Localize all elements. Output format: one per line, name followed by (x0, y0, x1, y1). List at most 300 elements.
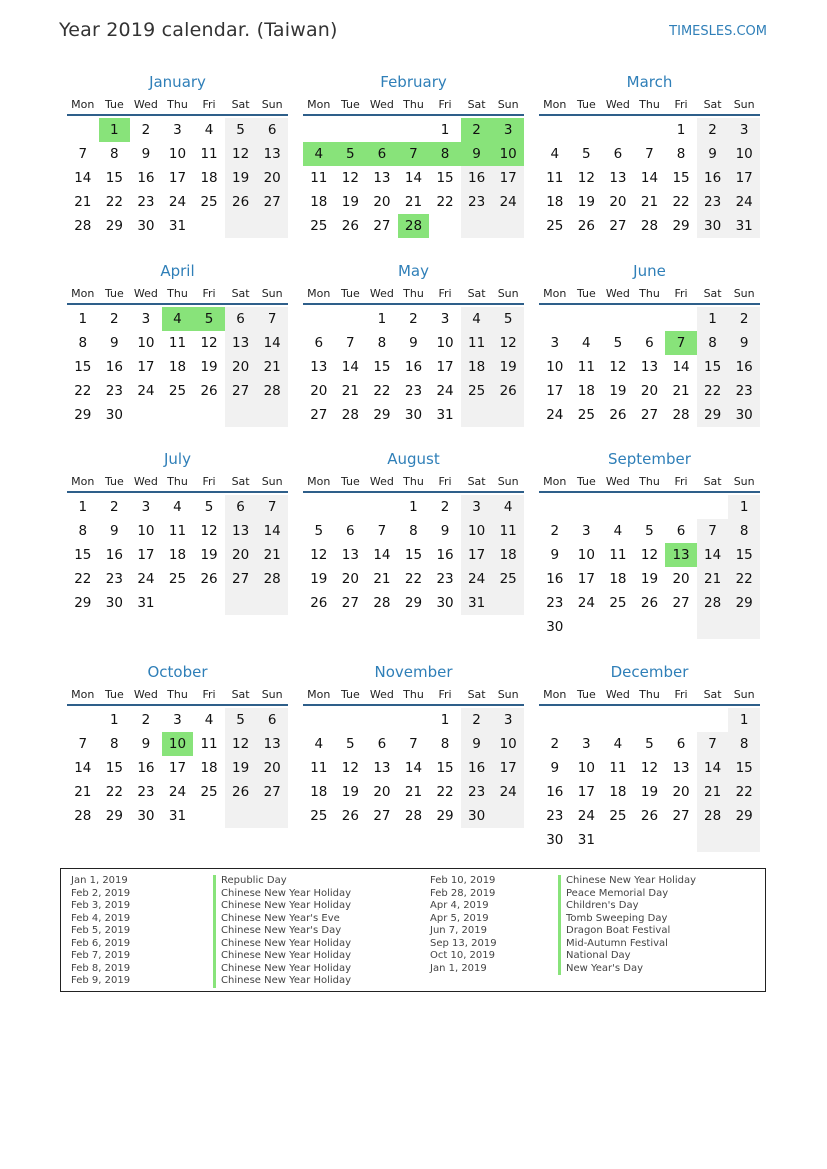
day-cell[interactable]: 19 (609, 383, 627, 399)
day-cell[interactable]: 9 (697, 142, 729, 166)
day-cell[interactable]: 7 (409, 736, 418, 752)
day-cell[interactable]: 17 (168, 170, 187, 186)
day-cell[interactable]: 24 (436, 383, 454, 399)
day-cell[interactable]: 8 (676, 146, 686, 162)
day-cell[interactable]: 4 (613, 736, 623, 752)
day-cell[interactable]: 7 (665, 331, 697, 355)
day-cell[interactable]: 29 (697, 403, 729, 427)
day-cell[interactable]: 24 (728, 190, 760, 214)
day-cell[interactable]: 20 (609, 194, 627, 210)
day-cell[interactable]: 29 (105, 808, 123, 824)
day-cell[interactable]: 15 (404, 547, 423, 563)
day-cell[interactable]: 10 (168, 146, 187, 162)
day-cell[interactable]: 25 (168, 383, 187, 399)
day-cell[interactable]: 3 (492, 118, 524, 142)
day-cell[interactable]: 12 (492, 331, 524, 355)
day-cell[interactable]: 17 (546, 383, 564, 399)
day-cell[interactable]: 30 (728, 403, 760, 427)
day-cell[interactable]: 30 (697, 214, 729, 238)
day-cell[interactable]: 4 (492, 495, 524, 519)
day-cell[interactable]: 19 (200, 359, 218, 375)
day-cell[interactable]: 12 (200, 523, 218, 539)
day-cell[interactable]: 19 (577, 194, 595, 210)
day-cell[interactable]: 13 (225, 519, 257, 543)
day-cell[interactable]: 28 (697, 591, 729, 615)
day-cell[interactable]: 10 (137, 335, 155, 351)
day-cell[interactable]: 12 (640, 547, 659, 563)
day-cell[interactable]: 4 (314, 736, 324, 752)
day-cell[interactable]: 8 (377, 335, 387, 351)
day-cell[interactable]: 15 (105, 170, 123, 186)
day-cell[interactable]: 16 (697, 166, 729, 190)
day-cell[interactable]: 18 (200, 760, 218, 776)
day-cell[interactable]: 6 (256, 708, 288, 732)
day-cell[interactable]: 30 (404, 407, 423, 423)
day-cell[interactable]: 30 (105, 407, 123, 423)
day-cell[interactable]: 26 (310, 595, 328, 611)
day-cell[interactable]: 3 (550, 335, 560, 351)
day-cell[interactable]: 4 (173, 499, 182, 515)
day-cell[interactable]: 21 (373, 571, 391, 587)
day-cell[interactable]: 1 (78, 499, 88, 515)
day-cell[interactable]: 4 (204, 712, 214, 728)
day-cell[interactable]: 16 (546, 571, 564, 587)
day-cell[interactable]: 16 (105, 547, 123, 563)
day-cell[interactable]: 11 (546, 170, 564, 186)
day-cell[interactable]: 13 (609, 170, 627, 186)
day-cell[interactable]: 3 (141, 311, 151, 327)
day-cell[interactable]: 30 (137, 218, 155, 234)
day-cell[interactable]: 20 (310, 383, 328, 399)
day-cell[interactable]: 8 (440, 736, 450, 752)
day-cell[interactable]: 16 (404, 359, 423, 375)
day-cell[interactable]: 14 (404, 760, 423, 776)
day-cell[interactable]: 29 (373, 407, 391, 423)
day-cell[interactable]: 2 (728, 307, 760, 331)
day-cell[interactable]: 26 (225, 190, 257, 214)
day-cell[interactable]: 19 (200, 547, 218, 563)
day-cell[interactable]: 15 (74, 359, 92, 375)
day-cell[interactable]: 19 (640, 784, 659, 800)
day-cell[interactable]: 8 (697, 331, 729, 355)
day-cell[interactable]: 16 (546, 784, 564, 800)
day-cell[interactable]: 7 (377, 523, 387, 539)
day-cell[interactable]: 5 (492, 307, 524, 331)
day-cell[interactable]: 8 (728, 519, 760, 543)
day-cell[interactable]: 6 (377, 736, 387, 752)
day-cell[interactable]: 9 (141, 146, 151, 162)
day-cell[interactable]: 21 (74, 784, 92, 800)
day-cell[interactable]: 2 (461, 118, 493, 142)
day-cell[interactable]: 17 (461, 543, 493, 567)
day-cell[interactable]: 22 (728, 780, 760, 804)
day-cell[interactable]: 11 (310, 170, 328, 186)
day-cell[interactable]: 21 (256, 355, 288, 379)
day-cell[interactable]: 20 (256, 166, 288, 190)
day-cell[interactable]: 7 (697, 732, 729, 756)
day-cell[interactable]: 24 (137, 571, 155, 587)
day-cell[interactable]: 9 (461, 142, 493, 166)
day-cell[interactable]: 24 (546, 407, 564, 423)
day-cell[interactable]: 16 (461, 756, 493, 780)
day-cell[interactable]: 5 (346, 736, 355, 752)
day-cell[interactable]: 19 (640, 571, 659, 587)
day-cell[interactable]: 9 (728, 331, 760, 355)
day-cell[interactable]: 20 (373, 784, 391, 800)
day-cell[interactable]: 23 (105, 571, 123, 587)
day-cell[interactable]: 21 (256, 543, 288, 567)
day-cell[interactable]: 24 (492, 190, 524, 214)
day-cell[interactable]: 19 (225, 756, 257, 780)
day-cell[interactable]: 23 (546, 595, 564, 611)
day-cell[interactable]: 26 (341, 808, 359, 824)
day-cell[interactable]: 15 (436, 170, 454, 186)
day-cell[interactable]: 10 (436, 335, 454, 351)
day-cell[interactable]: 1 (377, 311, 387, 327)
day-cell[interactable]: 3 (728, 118, 760, 142)
day-cell[interactable]: 5 (204, 499, 214, 515)
day-cell[interactable]: 30 (105, 595, 123, 611)
day-cell[interactable]: 3 (461, 495, 493, 519)
day-cell[interactable]: 17 (168, 760, 187, 776)
day-cell[interactable]: 17 (577, 784, 595, 800)
day-cell[interactable]: 3 (173, 712, 182, 728)
day-cell[interactable]: 30 (546, 619, 564, 635)
day-cell[interactable]: 22 (436, 194, 454, 210)
day-cell[interactable]: 13 (310, 359, 328, 375)
day-cell[interactable]: 20 (640, 383, 659, 399)
day-cell[interactable]: 19 (310, 571, 328, 587)
day-cell[interactable]: 6 (346, 523, 355, 539)
day-cell[interactable]: 11 (461, 331, 493, 355)
day-cell[interactable]: 9 (461, 732, 493, 756)
day-cell[interactable]: 1 (99, 118, 131, 142)
day-cell[interactable]: 12 (200, 335, 218, 351)
day-cell[interactable]: 8 (110, 736, 119, 752)
day-cell[interactable]: 27 (672, 595, 690, 611)
day-cell[interactable]: 6 (225, 495, 257, 519)
day-cell[interactable]: 29 (74, 407, 92, 423)
day-cell[interactable]: 22 (105, 194, 123, 210)
day-cell[interactable]: 11 (310, 760, 328, 776)
day-cell[interactable]: 27 (225, 567, 257, 591)
day-cell[interactable]: 15 (74, 547, 92, 563)
day-cell[interactable]: 14 (256, 519, 288, 543)
day-cell[interactable]: 21 (672, 383, 690, 399)
day-cell[interactable]: 1 (440, 712, 450, 728)
day-cell[interactable]: 8 (78, 335, 88, 351)
day-cell[interactable]: 21 (74, 194, 92, 210)
day-cell[interactable]: 28 (74, 218, 92, 234)
day-cell[interactable]: 13 (225, 331, 257, 355)
day-cell[interactable]: 2 (550, 523, 560, 539)
day-cell[interactable]: 5 (225, 118, 257, 142)
day-cell[interactable]: 26 (341, 218, 359, 234)
day-cell[interactable]: 15 (728, 756, 760, 780)
day-cell[interactable]: 7 (256, 307, 288, 331)
day-cell[interactable]: 2 (141, 122, 151, 138)
day-cell[interactable]: 12 (310, 547, 328, 563)
day-cell[interactable]: 11 (168, 335, 187, 351)
day-cell[interactable]: 5 (193, 307, 225, 331)
day-cell[interactable]: 18 (168, 359, 187, 375)
day-cell[interactable]: 30 (461, 804, 493, 828)
day-cell[interactable]: 3 (173, 122, 182, 138)
day-cell[interactable]: 14 (341, 359, 359, 375)
day-cell[interactable]: 13 (256, 732, 288, 756)
day-cell[interactable]: 4 (613, 523, 623, 539)
day-cell[interactable]: 19 (341, 784, 359, 800)
day-cell[interactable]: 25 (200, 194, 218, 210)
day-cell[interactable]: 15 (105, 760, 123, 776)
day-cell[interactable]: 18 (200, 170, 218, 186)
day-cell[interactable]: 29 (728, 591, 760, 615)
day-cell[interactable]: 23 (137, 194, 155, 210)
day-cell[interactable]: 27 (672, 808, 690, 824)
day-cell[interactable]: 15 (672, 170, 690, 186)
day-cell[interactable]: 18 (168, 547, 187, 563)
day-cell[interactable]: 12 (225, 732, 257, 756)
day-cell[interactable]: 2 (440, 499, 450, 515)
day-cell[interactable]: 29 (728, 804, 760, 828)
day-cell[interactable]: 1 (110, 712, 119, 728)
day-cell[interactable]: 2 (461, 708, 493, 732)
day-cell[interactable]: 17 (137, 359, 155, 375)
day-cell[interactable]: 14 (640, 170, 659, 186)
day-cell[interactable]: 7 (398, 142, 430, 166)
day-cell[interactable]: 23 (404, 383, 423, 399)
day-cell[interactable]: 10 (137, 523, 155, 539)
day-cell[interactable]: 13 (672, 760, 690, 776)
day-cell[interactable]: 9 (550, 547, 560, 563)
day-cell[interactable]: 5 (645, 523, 654, 539)
day-cell[interactable]: 4 (204, 122, 214, 138)
day-cell[interactable]: 22 (404, 571, 423, 587)
day-cell[interactable]: 4 (461, 307, 493, 331)
day-cell[interactable]: 2 (110, 311, 119, 327)
day-cell[interactable]: 20 (225, 543, 257, 567)
day-cell[interactable]: 21 (697, 780, 729, 804)
day-cell[interactable]: 22 (697, 379, 729, 403)
day-cell[interactable]: 14 (373, 547, 391, 563)
day-cell[interactable]: 25 (461, 379, 493, 403)
day-cell[interactable]: 7 (697, 519, 729, 543)
day-cell[interactable]: 30 (137, 808, 155, 824)
day-cell[interactable]: 11 (168, 523, 187, 539)
day-cell[interactable]: 13 (373, 170, 391, 186)
day-cell[interactable]: 28 (398, 214, 430, 238)
day-cell[interactable]: 18 (310, 784, 328, 800)
day-cell[interactable]: 14 (74, 760, 92, 776)
day-cell[interactable]: 21 (697, 567, 729, 591)
day-cell[interactable]: 24 (137, 383, 155, 399)
day-cell[interactable]: 16 (137, 170, 155, 186)
day-cell[interactable]: 10 (577, 760, 595, 776)
day-cell[interactable]: 21 (640, 194, 659, 210)
day-cell[interactable]: 15 (697, 355, 729, 379)
day-cell[interactable]: 9 (440, 523, 450, 539)
day-cell[interactable]: 18 (461, 355, 493, 379)
day-cell[interactable]: 25 (577, 407, 595, 423)
day-cell[interactable]: 10 (492, 732, 524, 756)
day-cell[interactable]: 17 (728, 166, 760, 190)
day-cell[interactable]: 28 (341, 407, 359, 423)
day-cell[interactable]: 12 (341, 760, 359, 776)
day-cell[interactable]: 30 (546, 832, 564, 848)
day-cell[interactable]: 15 (373, 359, 391, 375)
day-cell[interactable]: 26 (225, 780, 257, 804)
day-cell[interactable]: 29 (672, 218, 690, 234)
day-cell[interactable]: 27 (609, 218, 627, 234)
day-cell[interactable]: 31 (168, 218, 187, 234)
day-cell[interactable]: 12 (225, 142, 257, 166)
day-cell[interactable]: 27 (256, 780, 288, 804)
day-cell[interactable]: 5 (645, 736, 654, 752)
day-cell[interactable]: 31 (137, 595, 155, 611)
day-cell[interactable]: 27 (640, 407, 659, 423)
day-cell[interactable]: 23 (697, 190, 729, 214)
day-cell[interactable]: 8 (78, 523, 88, 539)
day-cell[interactable]: 24 (168, 784, 187, 800)
day-cell[interactable]: 29 (105, 218, 123, 234)
brand-link[interactable]: TIMESLES.COM (669, 24, 767, 39)
day-cell[interactable]: 2 (550, 736, 560, 752)
day-cell[interactable]: 25 (546, 218, 564, 234)
day-cell[interactable]: 5 (314, 523, 324, 539)
day-cell[interactable]: 3 (492, 708, 524, 732)
day-cell[interactable]: 24 (492, 780, 524, 804)
day-cell[interactable]: 25 (609, 595, 627, 611)
day-cell[interactable]: 11 (200, 736, 218, 752)
day-cell[interactable]: 7 (78, 146, 88, 162)
day-cell[interactable]: 16 (137, 760, 155, 776)
day-cell[interactable]: 31 (436, 407, 454, 423)
day-cell[interactable]: 20 (341, 571, 359, 587)
day-cell[interactable]: 28 (672, 407, 690, 423)
day-cell[interactable]: 12 (609, 359, 627, 375)
day-cell[interactable]: 22 (373, 383, 391, 399)
day-cell[interactable]: 23 (728, 379, 760, 403)
day-cell[interactable]: 24 (168, 194, 187, 210)
day-cell[interactable]: 2 (697, 118, 729, 142)
day-cell[interactable]: 9 (409, 335, 418, 351)
day-cell[interactable]: 24 (577, 595, 595, 611)
day-cell[interactable]: 5 (582, 146, 591, 162)
day-cell[interactable]: 27 (310, 407, 328, 423)
day-cell[interactable]: 4 (582, 335, 591, 351)
day-cell[interactable]: 14 (74, 170, 92, 186)
day-cell[interactable]: 29 (436, 808, 454, 824)
day-cell[interactable]: 24 (461, 567, 493, 591)
day-cell[interactable]: 6 (676, 736, 686, 752)
day-cell[interactable]: 5 (225, 708, 257, 732)
day-cell[interactable]: 4 (303, 142, 335, 166)
day-cell[interactable]: 23 (461, 780, 493, 804)
day-cell[interactable]: 13 (341, 547, 359, 563)
day-cell[interactable]: 2 (110, 499, 119, 515)
day-cell[interactable]: 5 (613, 335, 623, 351)
day-cell[interactable]: 27 (373, 808, 391, 824)
day-cell[interactable]: 10 (492, 142, 524, 166)
day-cell[interactable]: 23 (546, 808, 564, 824)
day-cell[interactable]: 16 (436, 547, 454, 563)
day-cell[interactable]: 26 (200, 571, 218, 587)
day-cell[interactable]: 17 (577, 571, 595, 587)
day-cell[interactable]: 10 (577, 547, 595, 563)
day-cell[interactable]: 13 (665, 543, 697, 567)
day-cell[interactable]: 1 (440, 122, 450, 138)
day-cell[interactable]: 30 (436, 595, 454, 611)
day-cell[interactable]: 28 (256, 379, 288, 403)
day-cell[interactable]: 29 (404, 595, 423, 611)
day-cell[interactable]: 16 (728, 355, 760, 379)
day-cell[interactable]: 27 (256, 190, 288, 214)
day-cell[interactable]: 13 (640, 359, 659, 375)
day-cell[interactable]: 13 (256, 142, 288, 166)
day-cell[interactable]: 21 (404, 194, 423, 210)
day-cell[interactable]: 27 (341, 595, 359, 611)
day-cell[interactable]: 22 (728, 567, 760, 591)
day-cell[interactable]: 19 (341, 194, 359, 210)
day-cell[interactable]: 20 (672, 571, 690, 587)
day-cell[interactable]: 10 (162, 732, 194, 756)
day-cell[interactable]: 28 (373, 595, 391, 611)
day-cell[interactable]: 25 (310, 808, 328, 824)
day-cell[interactable]: 21 (404, 784, 423, 800)
day-cell[interactable]: 14 (256, 331, 288, 355)
day-cell[interactable]: 25 (492, 567, 524, 591)
day-cell[interactable]: 20 (256, 756, 288, 780)
day-cell[interactable]: 14 (697, 756, 729, 780)
day-cell[interactable]: 28 (74, 808, 92, 824)
day-cell[interactable]: 22 (74, 383, 92, 399)
day-cell[interactable]: 20 (373, 194, 391, 210)
day-cell[interactable]: 20 (672, 784, 690, 800)
day-cell[interactable]: 22 (436, 784, 454, 800)
day-cell[interactable]: 1 (676, 122, 686, 138)
day-cell[interactable]: 10 (728, 142, 760, 166)
day-cell[interactable]: 3 (440, 311, 450, 327)
day-cell[interactable]: 19 (492, 355, 524, 379)
day-cell[interactable]: 2 (141, 712, 151, 728)
day-cell[interactable]: 8 (728, 732, 760, 756)
day-cell[interactable]: 7 (645, 146, 654, 162)
day-cell[interactable]: 18 (577, 383, 595, 399)
day-cell[interactable]: 6 (645, 335, 654, 351)
day-cell[interactable]: 31 (577, 832, 595, 848)
day-cell[interactable]: 25 (200, 784, 218, 800)
day-cell[interactable]: 23 (461, 190, 493, 214)
day-cell[interactable]: 9 (110, 523, 119, 539)
day-cell[interactable]: 9 (550, 760, 560, 776)
day-cell[interactable]: 4 (162, 307, 194, 331)
day-cell[interactable]: 18 (546, 194, 564, 210)
day-cell[interactable]: 8 (429, 142, 461, 166)
day-cell[interactable]: 26 (200, 383, 218, 399)
day-cell[interactable]: 31 (728, 214, 760, 238)
day-cell[interactable]: 6 (613, 146, 623, 162)
day-cell[interactable]: 14 (697, 543, 729, 567)
day-cell[interactable]: 1 (78, 311, 88, 327)
day-cell[interactable]: 1 (409, 499, 418, 515)
day-cell[interactable]: 11 (200, 146, 218, 162)
day-cell[interactable]: 12 (640, 760, 659, 776)
day-cell[interactable]: 16 (461, 166, 493, 190)
day-cell[interactable]: 8 (409, 523, 418, 539)
day-cell[interactable]: 15 (728, 543, 760, 567)
day-cell[interactable]: 19 (225, 166, 257, 190)
day-cell[interactable]: 27 (373, 218, 391, 234)
